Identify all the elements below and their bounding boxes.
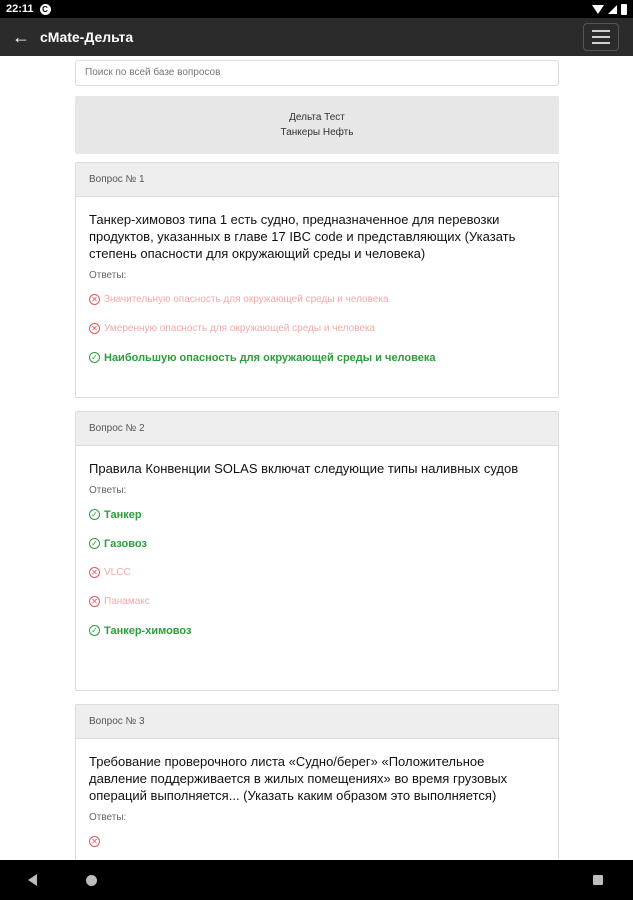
status-time: 22:11	[6, 3, 34, 15]
test-header	[75, 96, 559, 154]
answer-option	[76, 558, 558, 587]
answer-text: Умеренную опасность для окружающей среды и человека	[104, 323, 376, 334]
nav-back-icon[interactable]	[28, 874, 37, 886]
cross-circle-icon: ✕	[89, 323, 100, 334]
question-card-1	[75, 162, 559, 398]
back-arrow-icon[interactable]: ←	[12, 26, 30, 47]
battery-icon	[621, 4, 627, 15]
menu-line-icon	[592, 36, 610, 38]
app-title: cMate-Дельта	[40, 29, 134, 45]
menu-line-icon	[592, 30, 610, 32]
answers-label: Ответы:	[89, 812, 127, 823]
answer-option	[76, 500, 558, 529]
answer-option	[76, 343, 558, 372]
answer-text: Газовоз	[104, 537, 147, 550]
answer-option	[76, 827, 558, 856]
question-number: Вопрос № 1	[76, 163, 558, 197]
check-circle-icon: ✓	[89, 538, 100, 549]
question-text: Требование проверочного листа «Судно/берег» «Положительное давление поддерживается в жилых помещениях» во время грузовых операций выполняется... (Указать каким образом это выполняется)	[89, 754, 508, 803]
check-circle-icon: ✓	[89, 352, 100, 363]
content-area[interactable]	[0, 56, 633, 860]
answers-label: Ответы:	[89, 270, 127, 281]
status-icons	[592, 4, 627, 15]
question-text: Правила Конвенции SOLAS включат следующие типы наливных судов	[89, 461, 519, 476]
answer-option	[76, 314, 558, 343]
question-card-3	[75, 704, 559, 860]
answer-option	[76, 285, 558, 314]
hamburger-menu-button[interactable]	[583, 23, 619, 51]
wifi-icon	[592, 5, 604, 14]
answer-text: Танкер-химовоз	[104, 624, 192, 637]
status-bar	[0, 0, 633, 18]
cross-circle-icon: ✕	[89, 836, 100, 847]
answers-label: Ответы:	[89, 485, 127, 496]
answer-text: Значительную опасность для окружающей среды и человека	[104, 294, 389, 305]
menu-line-icon	[592, 42, 610, 44]
system-nav-bar	[0, 860, 633, 900]
answer-option	[76, 587, 558, 616]
answer-option	[76, 616, 558, 645]
question-number: Вопрос № 2	[76, 412, 558, 446]
test-title: Дельта Тест	[289, 112, 345, 123]
check-circle-icon: ✓	[89, 625, 100, 636]
app-bar	[0, 18, 633, 56]
question-number: Вопрос № 3	[76, 705, 558, 739]
answer-text: VLCC	[104, 567, 131, 578]
cross-circle-icon: ✕	[89, 567, 100, 578]
nav-home-icon[interactable]	[86, 875, 97, 886]
signal-icon	[608, 5, 617, 14]
check-circle-icon: ✓	[89, 509, 100, 520]
answer-text: Наибольшую опасность для окружающей среды и человека	[104, 351, 436, 364]
nav-recents-icon[interactable]	[593, 875, 603, 885]
answer-text: Панамакс	[104, 596, 150, 607]
answer-text: Танкер	[104, 508, 142, 521]
notification-icon: C	[40, 4, 51, 15]
test-category: Танкеры Нефть	[280, 127, 354, 138]
cross-circle-icon: ✕	[89, 596, 100, 607]
question-text: Танкер-химовоз типа 1 есть судно, предназначенное для перевозки продуктов, указанных в главе 17 IBC code и представляющих (Указать степень опасности для окружающий среды и человека)	[89, 212, 516, 261]
question-card-2	[75, 411, 559, 691]
cross-circle-icon: ✕	[89, 294, 100, 305]
answer-option	[76, 529, 558, 558]
search-input[interactable]: Поиск по всей базе вопросов	[75, 60, 559, 86]
